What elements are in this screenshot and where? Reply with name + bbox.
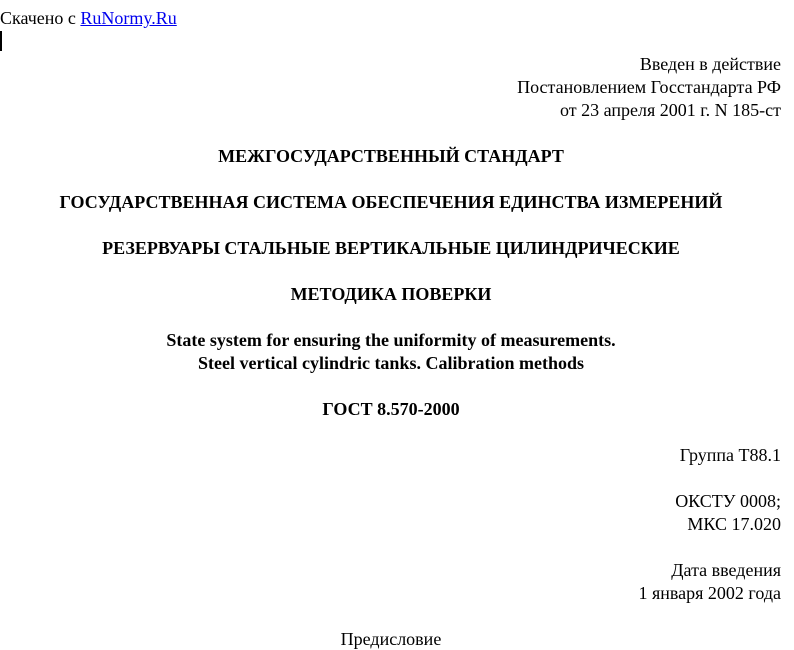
system-heading: ГОСУДАРСТВЕННАЯ СИСТЕМА ОБЕСПЕЧЕНИЯ ЕДИНСТВА ИЗМЕРЕНИЙ bbox=[59, 192, 723, 212]
mks-code: МКС 17.020 bbox=[687, 514, 781, 534]
okstu-code: ОКСТУ 0008; bbox=[675, 491, 781, 511]
section-title-foreword: Предисловие bbox=[340, 629, 442, 649]
source-prefix: Скачено с bbox=[0, 8, 81, 28]
runormy-link[interactable]: RuNormy.Ru bbox=[80, 8, 177, 28]
source-line bbox=[0, 7, 177, 29]
group-code: Группа Т88.1 bbox=[679, 445, 781, 465]
standard-type-heading: МЕЖГОСУДАРСТВЕННЫЙ СТАНДАРТ bbox=[218, 146, 564, 166]
subject-heading: РЕЗЕРВУАРЫ СТАЛЬНЫЕ ВЕРТИКАЛЬНЫЕ ЦИЛИНДРИЧЕСКИЕ bbox=[102, 238, 680, 258]
intro-line-1: Введен в действие bbox=[639, 54, 781, 74]
introduction-date-label: Дата введения bbox=[671, 560, 781, 580]
method-heading: МЕТОДИКА ПОВЕРКИ bbox=[290, 284, 492, 304]
introduction-date-value: 1 января 2002 года bbox=[638, 583, 781, 603]
intro-line-2: Постановлением Госстандарта РФ bbox=[517, 77, 781, 97]
english-title-line-2: Steel vertical cylindric tanks. Calibration methods bbox=[198, 353, 584, 373]
gost-number: ГОСТ 8.570-2000 bbox=[322, 399, 460, 419]
english-title-line-1: State system for ensuring the uniformity of measurements. bbox=[166, 330, 616, 350]
intro-line-3: от 23 апреля 2001 г. N 185-ст bbox=[560, 100, 781, 120]
text-cursor bbox=[0, 31, 2, 51]
